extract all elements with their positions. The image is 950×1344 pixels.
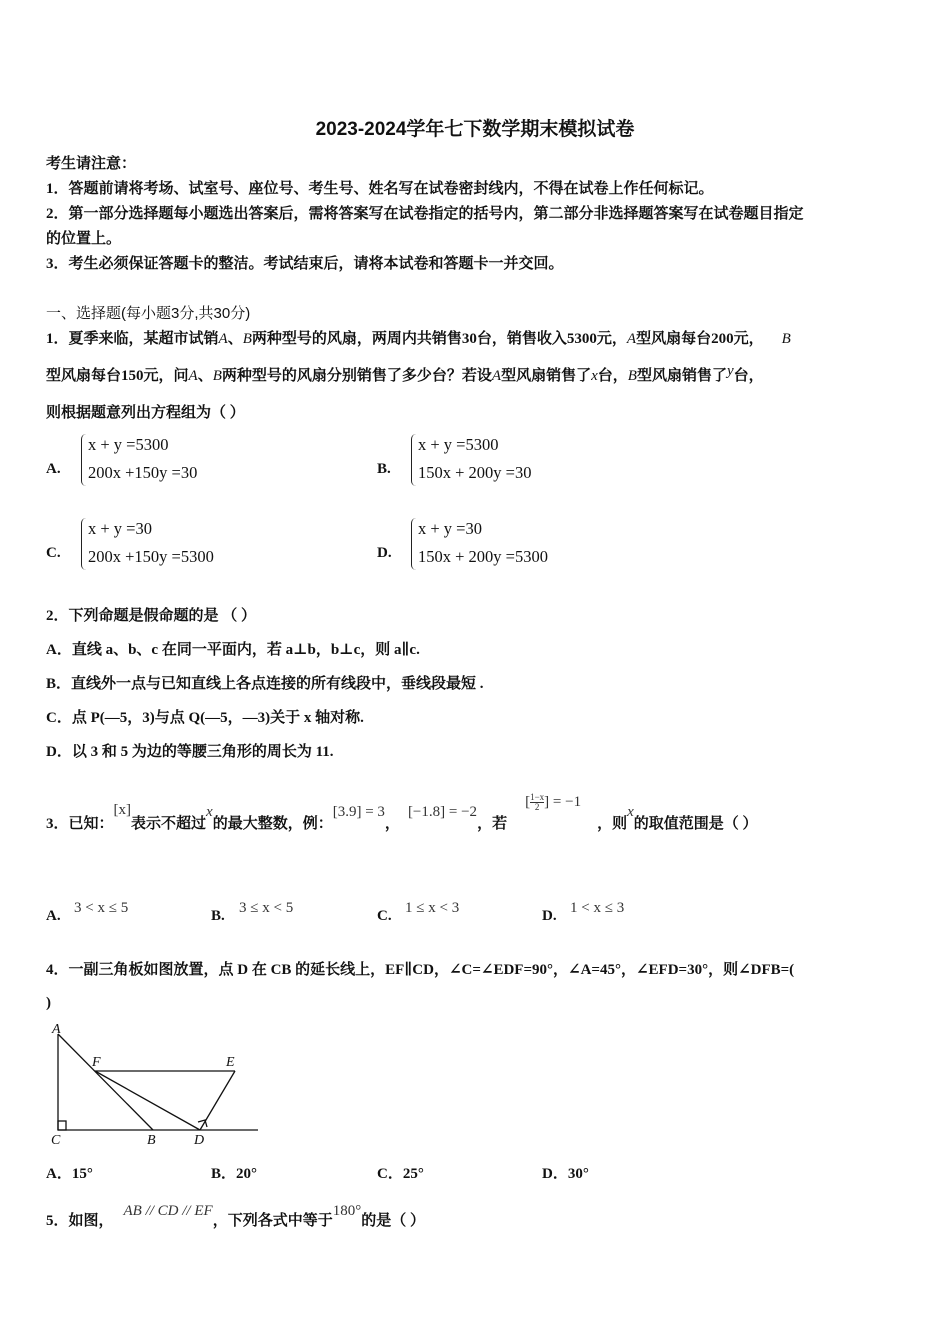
q1-option-a-brace — [81, 434, 86, 486]
q1-option-d-eq2: 150x + 200y =5300 — [418, 547, 548, 566]
q3-option-d-expr: 1 < x ≤ 3 — [570, 900, 625, 916]
q3-option-c-label: C. — [377, 908, 392, 924]
q1-option-d-eq1: x + y =30 — [418, 519, 482, 538]
notice-item: 1．答题前请将考场、试室号、座位号、考生号、姓名写在试卷密封线内，不得在试卷上作任何标记。 — [46, 181, 714, 197]
figure-line-fd — [95, 1071, 200, 1130]
figure-right-angle-c — [58, 1121, 66, 1130]
question-1-line-1: 1．夏季来临，某超市试销A、B两种型号的风扇，两周内共销售30台，销售收入5300元，A型风扇每台200元， B — [46, 331, 791, 347]
question-5-stem: 5．如图，AB // CD // EF，下列各式中等于180°的是（ ） — [46, 1203, 425, 1229]
q1-option-b-eq2: 150x + 200y =30 — [418, 463, 532, 482]
triangle-figure — [40, 1018, 270, 1150]
q3-option-d-label: D. — [542, 908, 557, 924]
q1-option-c-brace — [81, 518, 86, 570]
q3-option-b-label: B. — [211, 908, 225, 924]
page-title: 2023-2024学年七下数学期末模拟试卷 — [315, 119, 635, 140]
section-heading: 一、选择题(每小题3分,共30分) — [46, 305, 251, 322]
q1-option-b-eq1: x + y =5300 — [418, 435, 499, 454]
figure-label-a: A — [52, 1022, 61, 1037]
q3-option-a-label: A. — [46, 908, 61, 924]
notice-heading: 考生请注意： — [46, 156, 137, 172]
q1-option-a-eq2: 200x +150y =30 — [88, 463, 198, 482]
question-4-stem: 4．一副三角板如图放置，点 D 在 CB 的延长线上，EF∥CD，∠C=∠EDF=90°，∠A=45°，∠EFD=30°，则∠DFB=( — [46, 962, 795, 978]
q4-option-b: B．20° — [211, 1166, 258, 1182]
q1-option-c-eq2: 200x +150y =5300 — [88, 547, 214, 566]
notice-item: 3．考生必须保证答题卡的整洁。考试结束后，请将本试卷和答题卡一并交回。 — [46, 256, 564, 272]
q3-fraction-denominator: 2 — [534, 802, 540, 813]
question-3-stem: 3．已知：[x]表示不超过x的最大整数，例：[3.9] = 3，[−1.8] = −2，若[ $\frac{1-x}{2}$ ] = −1，则x的取值范围是（ ） — [46, 792, 758, 832]
q3-fraction-numerator: 1−x — [530, 792, 545, 803]
q1-option-d-label: D. — [377, 545, 392, 561]
q1-option-b-label: B. — [377, 461, 391, 477]
q2-option-c: C．点 P(—5，3)与点 Q(—5，—3)关于 x 轴对称. — [46, 710, 364, 726]
q4-option-d: D．30° — [542, 1166, 589, 1182]
question-2-stem: 2．下列命题是假命题的是 （ ） — [46, 608, 257, 624]
figure-label-f: F — [92, 1055, 101, 1070]
q1-option-d-brace — [411, 518, 416, 570]
question-1-line-2: 型风扇每台150元，问A、B两种型号的风扇分别销售了多少台？若设A型风扇销售了x台，B型风扇销售了y台， — [46, 363, 764, 384]
q4-option-a: A．15° — [46, 1166, 93, 1182]
q1-option-a-label: A. — [46, 461, 61, 477]
q1-option-c-eq1: x + y =30 — [88, 519, 152, 538]
figure-label-c: C — [51, 1133, 61, 1148]
q1-option-c-label: C. — [46, 545, 61, 561]
q2-option-b: B．直线外一点与已知直线上各点连接的所有线段中，垂线段最短 . — [46, 676, 484, 692]
question-1-line-3: 则根据题意列出方程组为（ ） — [46, 405, 245, 421]
q3-option-a-expr: 3 < x ≤ 5 — [74, 900, 129, 916]
question-4-stem-end: ) — [46, 995, 51, 1011]
q4-option-c: C．25° — [377, 1166, 424, 1182]
q1-option-a-eq1: x + y =5300 — [88, 435, 169, 454]
figure-label-e: E — [226, 1055, 235, 1070]
figure-line-ab — [58, 1034, 153, 1130]
q3-option-b-expr: 3 ≤ x < 5 — [239, 900, 294, 916]
q1-option-b-brace — [411, 434, 416, 486]
figure-label-d: D — [194, 1133, 205, 1148]
notice-item: 2．第一部分选择题每小题选出答案后，需将答案写在试卷指定的括号内，第二部分非选择题答案写在试卷题目指定 — [46, 206, 804, 222]
q3-option-c-expr: 1 ≤ x < 3 — [405, 900, 460, 916]
q2-option-d: D．以 3 和 5 为边的等腰三角形的周长为 11. — [46, 744, 334, 760]
q2-option-a: A．直线 a、b、c 在同一平面内，若 a⊥b，b⊥c，则 a∥c. — [46, 642, 420, 658]
figure-label-b: B — [147, 1133, 156, 1148]
notice-item: 的位置上。 — [46, 231, 122, 247]
